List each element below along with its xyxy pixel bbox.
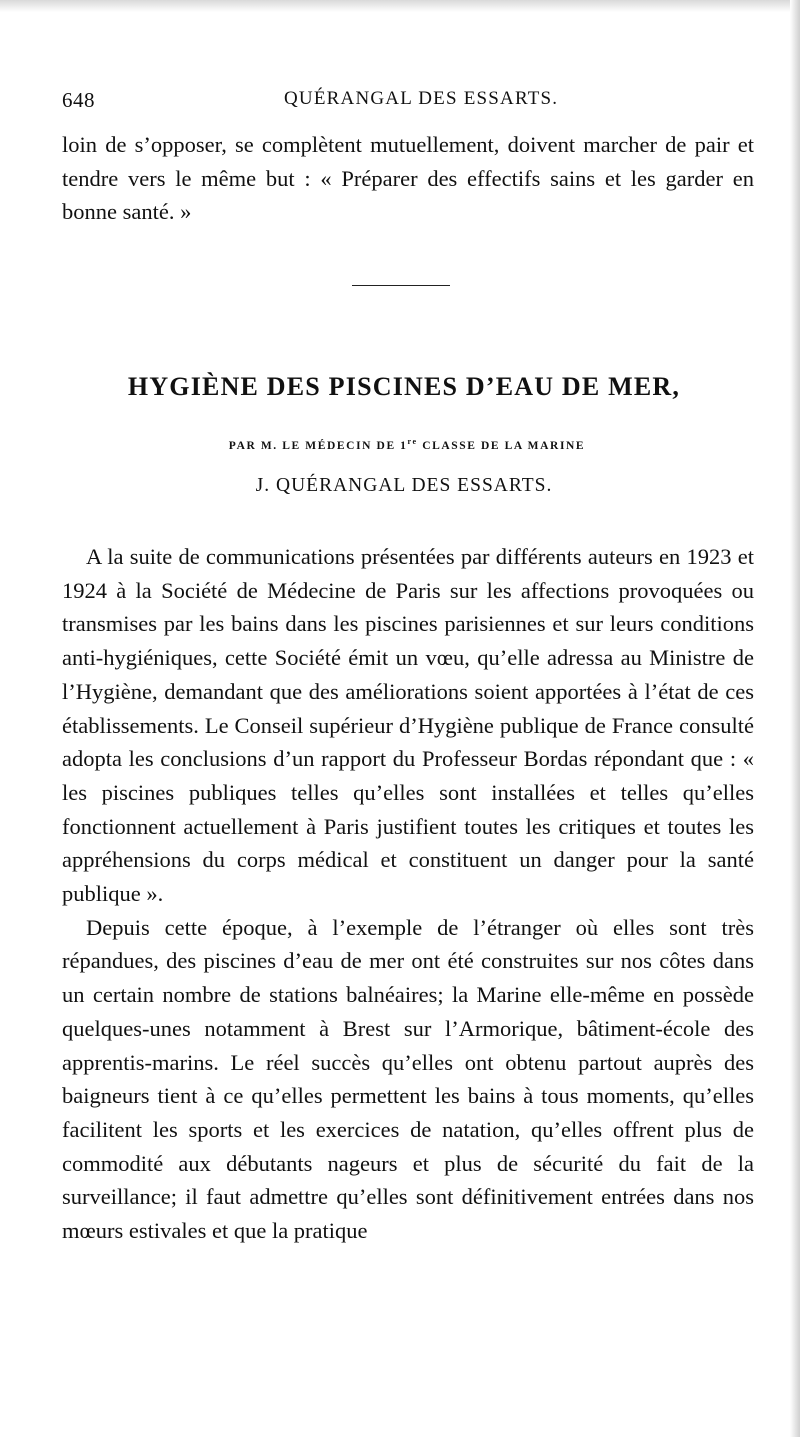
body-paragraph: Depuis cette époque, à l’exemple de l’étranger où elles sont très répandues, des piscines d’eau de mer ont été construites sur nos côtes dans un certain nombre de stations balnéaires; la Marine elle-même en possède quelques-unes notamment à Brest sur l’Armorique, bâtiment-école des apprentis-marins. Le réel succès qu’elles ont obtenu partout auprès des baigneurs tient à ce qu’elles permettent les bains à tous moments, qu’elles facilitent les sports et les exercices de natation, qu’elles offrent plus de commodité aux débutants nageurs et plus de sécurité du fait de la surveillance; il faut admettre qu’elles sont définitivement entrées dans nos mœurs estivales et que la pratique: [62, 914, 754, 1244]
scan-edge-right: [790, 0, 800, 1437]
running-title: QUÉRANGAL DES ESSARTS.: [284, 88, 559, 109]
byline-prefix: PAR M. LE MÉDECIN DE 1: [228, 440, 408, 452]
byline: [0, 437, 800, 452]
article-title: HYGIÈNE DES PISCINES D’EAU DE MER,: [127, 372, 681, 401]
running-head: [62, 88, 662, 118]
carry-over-paragraph: loin de s’opposer, se complètent mutuellement, doivent marcher de pair et tendre vers le même but : « Préparer des effectifs sains et les garder en bonne santé. »: [62, 132, 754, 225]
body-paragraph: A la suite de communications présentées par différents auteurs en 1923 et 1924 à la Société de Médecine de Paris sur les affections provoquées ou transmises par les bains dans les piscines parisiennes et sur leurs conditions anti-hygiéniques, cette Société émit un vœu, qu’elle adressa au Ministre de l’Hygiène, demandant que des améliorations soient apportées à l’état de ces établissements. Le Conseil supérieur d’Hygiène publique de France consulté adopta les conclusions d’un rapport du Professeur Bordas répondant que : « les piscines publiques telles qu’elles sont installées et telles qu’elles fonctionnent actuellement à Paris justifient toutes les critiques et toutes les appréhensions du corps médical et constituent un danger pour la santé publique ».: [62, 544, 754, 907]
byline-suffix: CLASSE DE LA MARINE: [417, 440, 586, 452]
article-body: [62, 540, 754, 1248]
byline-ordinal: re: [407, 437, 418, 447]
scan-edge-top: [0, 0, 800, 12]
section-separator-rule: [352, 285, 450, 286]
page-number: 648: [62, 88, 95, 112]
author-name: J. QUÉRANGAL DES ESSARTS.: [255, 475, 553, 496]
